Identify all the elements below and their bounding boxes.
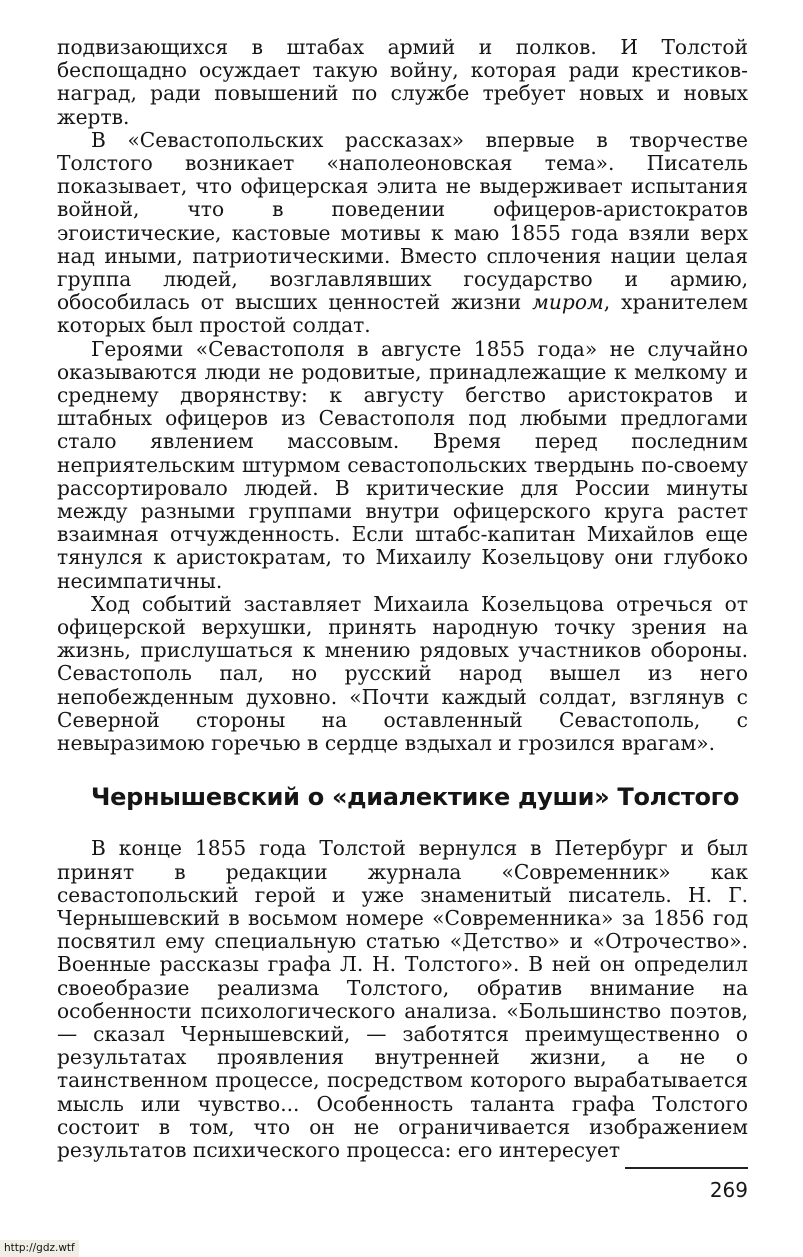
paragraph-text: Героями «Севастополя в августе 1855 года» не случайно оказываются люди не родовитые, принадлежащие к мелкому и среднему дворянству: к августу бегство аристократов и штабных офицеров из Севастополя под любыми предлогами стало явлением массовым. Время перед последним неприятельским штурмом севастопольских твердынь по-своему рассортировало людей. В критические для России минуты между разными группами внутри офицерского круга растет взаимная отчужденность. Если штабс-капитан Михайлов еще тянулся к аристократам, то Михаилу Козельцову они глубоко несимпатичны. (57, 336, 748, 593)
body-paragraph (57, 129, 748, 338)
article-section (57, 837, 748, 1162)
paragraph-text: Ход событий заставляет Михаила Козельцова отречься от офицерской верхушки, принять народную точку зрения на жизнь, прислушаться к мнению рядовых участников обороны. Севастополь пал, но русский народ вышел из него непобежденным духовно. «Почти каждый солдат, взглянув с Северной стороны на оставленный Севастополь, с невыразимою горечью в сердце вздыхал и грозился врагам». (57, 591, 748, 756)
paragraph-text: подвизающихся в штабах армий и полков. И Толстой беспощадно осуждает такую войну, которая ради крестиков-наград, ради повышений по службе требует новых и новых жертв. (57, 35, 748, 129)
article-section (57, 36, 748, 755)
paragraph-text: , хранителем которых был простой солдат. (57, 290, 748, 338)
footer-divider (625, 1167, 748, 1169)
body-paragraph (57, 837, 748, 1162)
body-paragraph (57, 338, 748, 593)
page-body (57, 36, 748, 1162)
body-paragraph (57, 36, 748, 129)
section-heading: Чернышевский о «диалектике души» Толстого (91, 783, 740, 812)
emphasized-text: миром (532, 290, 604, 315)
page-number: 269 (709, 1178, 748, 1202)
paragraph-text: В конце 1855 года Толстой вернулся в Петербург и был принят в редакции журнала «Современник» как севастопольский герой и уже знаменитый писатель. Н. Г. Чернышевский в восьмом номере «Современника» за 1856 год посвятил ему специальную статью «Детство» и «Отрочество». Военные рассказы графа Л. Н. Толстого». В ней он определил своеобразие реализма Толстого, обратив внимание на особенности психологического анализа. «Большинство поэтов, — сказал Чернышевский, — заботятся преимущественно о результатах проявления внутренней жизни, а не о таинственном процессе, посредством которого вырабатывается мысль или чувство... Особенность таланта графа Толстого состоит в том, что он не ограничивается изображением результатов психического процесса: его интересует (57, 836, 748, 1162)
paragraph-text: В «Севастопольских рассказах» впервые в творчестве Толстого возникает «наполеоновская тема». Писатель показывает, что офицерская элита не выдерживает испытания войной, что в поведении офицеров-аристократов эгоистические, кастовые мотивы к маю 1855 года взяли верх над иными, патриотическими. Вместо сплочения нации целая группа людей, возглавлявших государство и армию, обособилась от высших ценностей жизни (57, 127, 748, 315)
body-paragraph (57, 593, 748, 755)
watermark-link[interactable]: http://gdz.wtf (0, 1240, 79, 1257)
